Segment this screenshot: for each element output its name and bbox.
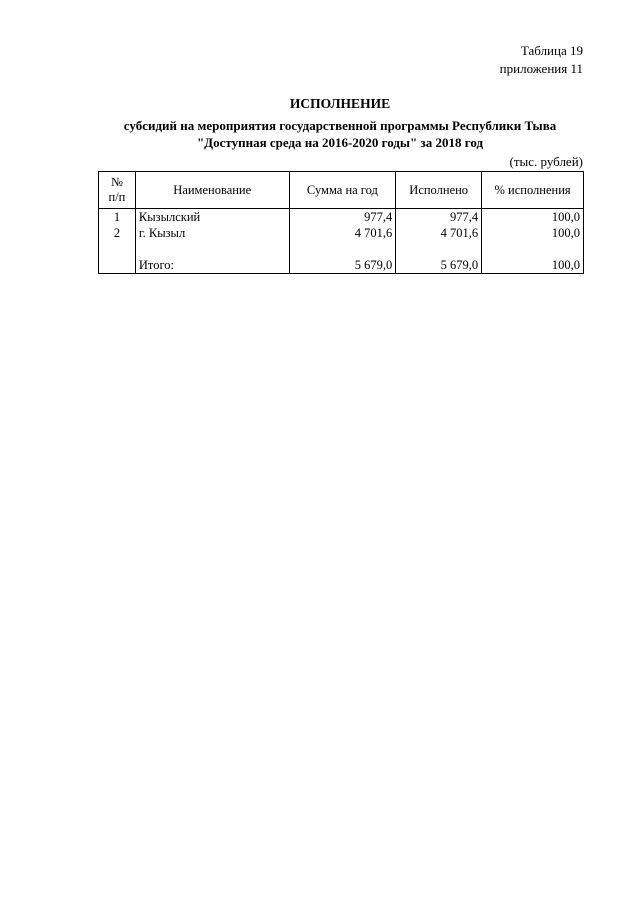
row-number: 2 bbox=[99, 225, 136, 241]
header-percent: % исполнения bbox=[482, 172, 584, 209]
units-note: (тыс. рублей) bbox=[509, 154, 583, 169]
total-percent: 100,0 bbox=[482, 257, 584, 274]
row-percent: 100,0 bbox=[482, 209, 584, 226]
header-number-line-2: п/п bbox=[108, 190, 126, 204]
row-percent: 100,0 bbox=[482, 225, 584, 241]
header-number-line-1: № bbox=[110, 175, 123, 189]
header-sum: Сумма на год bbox=[289, 172, 396, 209]
row-name: Кызылский bbox=[135, 209, 289, 226]
header-done: Исполнено bbox=[396, 172, 482, 209]
document-subtitle-line-2: "Доступная среда на 2016-2020 годы" за 2018 год bbox=[196, 135, 484, 150]
row-name: г. Кызыл bbox=[135, 225, 289, 241]
row-sum: 4 701,6 bbox=[289, 225, 396, 241]
appendix-number: приложения 11 bbox=[499, 61, 583, 76]
total-number bbox=[99, 257, 136, 274]
header-number bbox=[99, 172, 136, 209]
row-done: 977,4 bbox=[396, 209, 482, 226]
table-number: Таблица 19 bbox=[520, 43, 583, 58]
table-row bbox=[99, 225, 584, 241]
table-row bbox=[99, 209, 584, 226]
total-label: Итого: bbox=[135, 257, 289, 274]
table-header-row bbox=[99, 172, 584, 209]
total-done: 5 679,0 bbox=[396, 257, 482, 274]
document-title: ИСПОЛНЕНИЕ bbox=[289, 96, 391, 111]
row-done: 4 701,6 bbox=[396, 225, 482, 241]
table-spacer-row bbox=[99, 241, 584, 257]
document-subtitle-line-1: субсидий на мероприятия государственной программы Республики Тыва bbox=[123, 118, 557, 133]
total-sum: 5 679,0 bbox=[289, 257, 396, 274]
execution-table bbox=[98, 171, 584, 274]
row-number: 1 bbox=[99, 209, 136, 226]
table-total-row bbox=[99, 257, 584, 274]
header-name: Наименование bbox=[135, 172, 289, 209]
row-sum: 977,4 bbox=[289, 209, 396, 226]
